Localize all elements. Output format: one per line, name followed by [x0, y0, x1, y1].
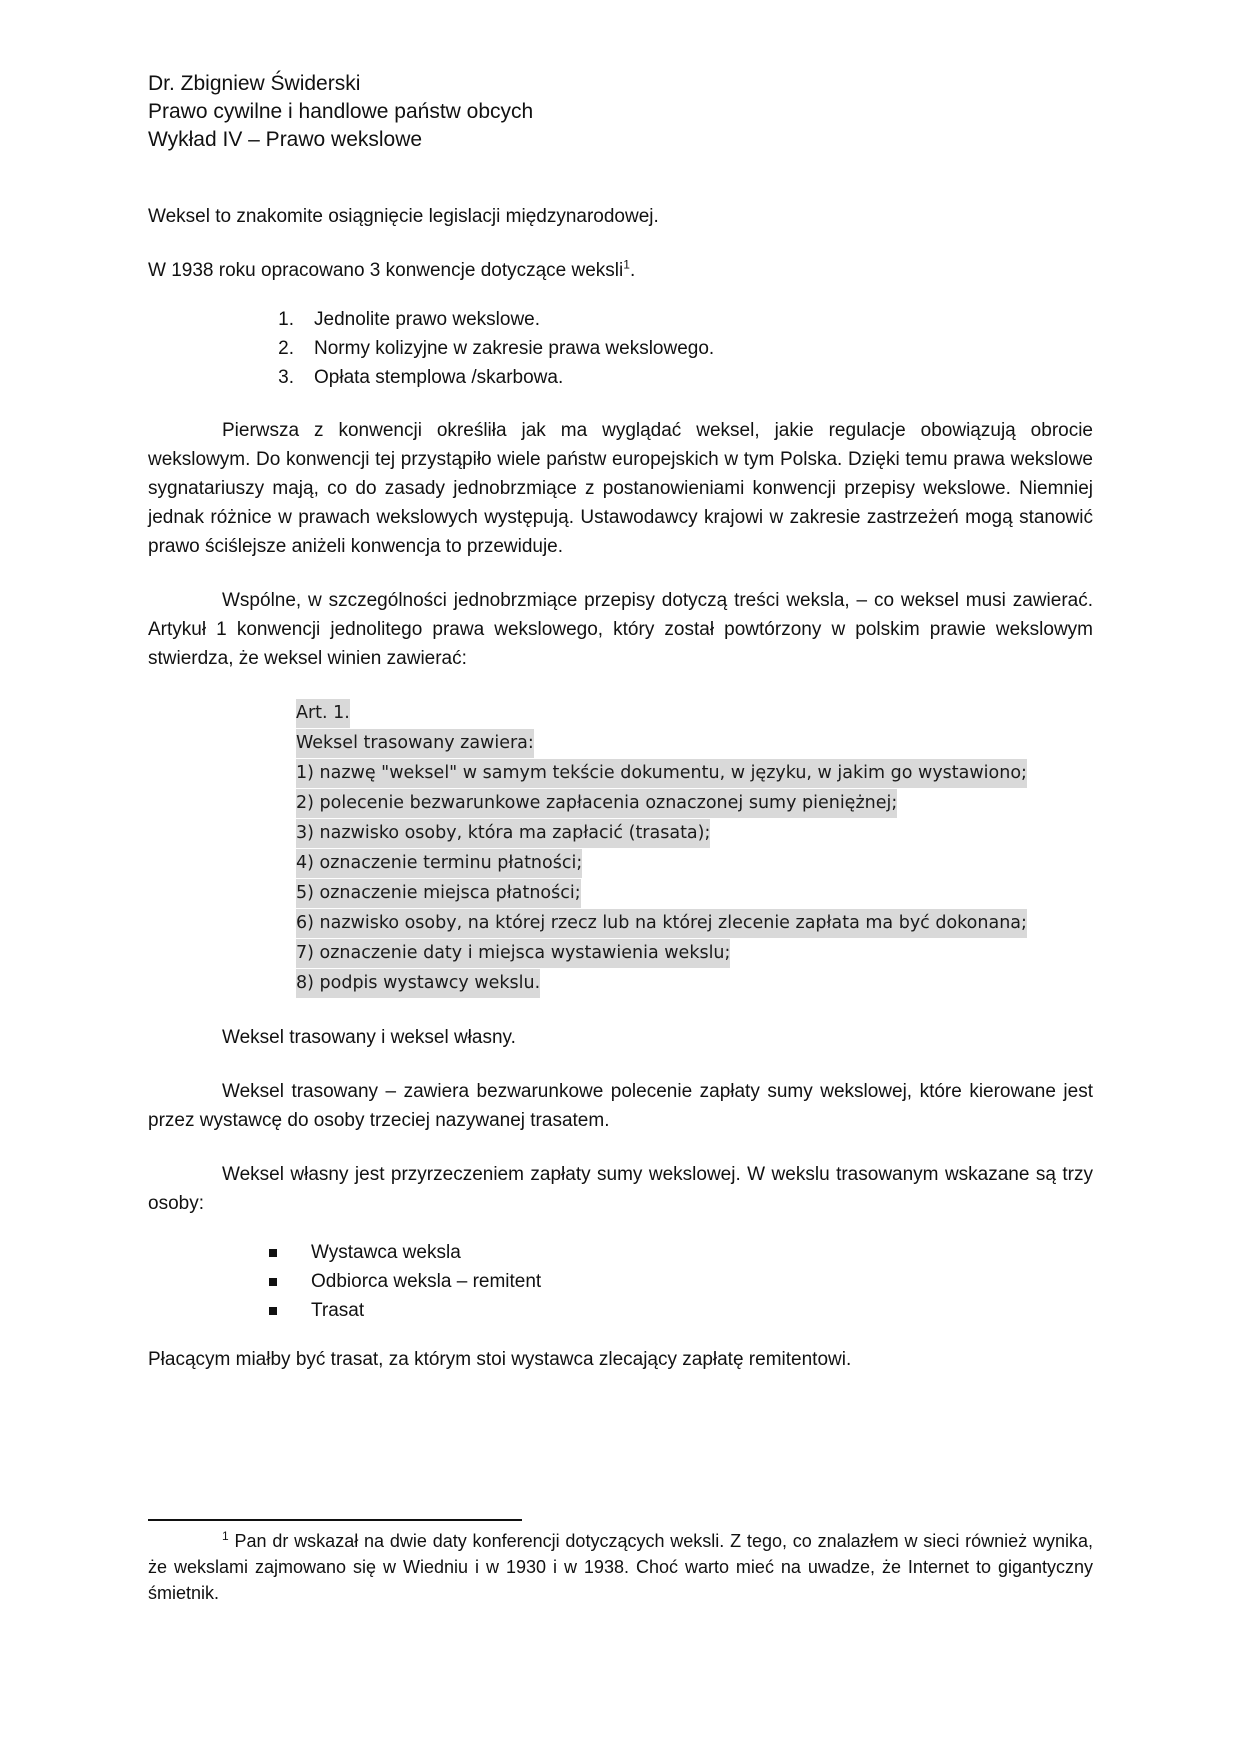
- document-page: [148, 70, 1093, 1374]
- footnote-divider: [148, 1519, 522, 1521]
- bullet-icon: [269, 1307, 277, 1315]
- lecture-title: Wykład IV – Prawo wekslowe: [148, 128, 423, 151]
- course-line: Prawo cywilne i handlowe państw obcych: [148, 100, 534, 123]
- paragraph-drawn-bill: Weksel trasowany – zawiera bezwarunkowe polecenie zapłaty sumy wekslowej, które kierowane jest przez wystawcę do osoby trzeciej nazywanej trasatem.: [148, 1081, 1093, 1131]
- author-line: Dr. Zbigniew Świderski: [148, 72, 361, 95]
- footnote-text: Pan dr wskazał na dwie daty konferencji dotyczących weksli. Z tego, co znalazłem w sieci również wynika, że wekslami zajmowano się w Wiedniu i w 1930 i w 1938. Choć warto mieć na uwadze, że Internet to gigantyczny śmietnik.: [148, 1531, 1093, 1603]
- article-item: 4) oznaczenie terminu płatności;: [296, 849, 582, 878]
- list-text: Opłata stemplowa /skarbowa.: [314, 367, 564, 388]
- list-text: Wystawca weksla: [311, 1242, 461, 1263]
- article-item: 2) polecenie bezwarunkowe zapłacenia oznaczonej sumy pieniężnej;: [296, 789, 897, 818]
- list-item: [148, 334, 1093, 363]
- paragraph-convention-history: Pierwsza z konwencji określiła jak ma wyglądać weksel, jakie regulacje obowiązują obrocie wekslowym. Do konwencji tej przystąpiło wiele państw europejskich w tym Polska. Dzięki temu prawa wekslowe sygnatariuszy mają, co do zasady jednobrzmiące z postanowieniami konwencji przepisy wekslowe. Niemniej jednak różnice w prawach wekslowych występują. Ustawodawcy krajowi w zakresie zastrzeżeń mogą stanowić prawo ściślejsze aniżeli konwencja to przewiduje.: [148, 420, 1093, 557]
- article-item: 6) nazwisko osoby, na której rzecz lub na której zlecenie zapłata ma być dokonana;: [296, 909, 1027, 938]
- conventions-paragraph: [148, 256, 1093, 285]
- list-item: [148, 1267, 1093, 1296]
- article-item: 8) podpis wystawcy wekslu.: [296, 969, 540, 998]
- list-text: Normy kolizyjne w zakresie prawa wekslowego.: [314, 338, 715, 359]
- list-number: 3.: [278, 367, 294, 388]
- list-item: [148, 1238, 1093, 1267]
- conventions-end: .: [629, 260, 636, 281]
- intro-paragraph: Weksel to znakomite osiągnięcie legislacji międzynarodowej.: [148, 206, 659, 227]
- closing-paragraph: Płacącym miałby być trasat, za którym stoi wystawca zlecający zapłatę remitentowi.: [148, 1349, 852, 1370]
- article-quote: [296, 698, 1093, 998]
- article-lead: Weksel trasowany zawiera:: [296, 729, 534, 758]
- bullet-icon: [269, 1278, 277, 1286]
- conventions-list: [148, 305, 1093, 392]
- footnote-reference[interactable]: 1: [623, 257, 630, 272]
- article-item: 5) oznaczenie miejsca płatności;: [296, 879, 581, 908]
- paragraph-common-rules: Wspólne, w szczególności jednobrzmiące przepisy dotyczą treści weksla, – co weksel musi zawierać. Artykuł 1 konwencji jednolitego prawa wekslowego, który został powtórzony w polskim prawie wekslowym stwierdza, że weksel winien zawierać:: [148, 590, 1093, 669]
- article-item: 1) nazwę "weksel" w samym tekście dokumentu, w języku, w jakim go wystawiono;: [296, 759, 1027, 788]
- list-number: 2.: [278, 338, 294, 359]
- footnote-mark: 1: [222, 1529, 229, 1543]
- list-item: [148, 363, 1093, 392]
- list-text: Jednolite prawo wekslowe.: [314, 309, 541, 330]
- persons-list: [148, 1238, 1093, 1325]
- list-item: [148, 1296, 1093, 1325]
- paragraph-promissory-note: Weksel własny jest przyrzeczeniem zapłaty sumy wekslowej. W wekslu trasowanym wskazane są trzy osoby:: [148, 1164, 1093, 1214]
- footnote: [148, 1528, 1093, 1606]
- list-text: Trasat: [311, 1300, 365, 1321]
- types-heading: Weksel trasowany i weksel własny.: [222, 1027, 516, 1048]
- list-item: [148, 305, 1093, 334]
- article-title: Art. 1.: [296, 699, 350, 728]
- article-item: 7) oznaczenie daty i miejsca wystawienia wekslu;: [296, 939, 730, 968]
- conventions-text: W 1938 roku opracowano 3 konwencje dotyczące weksli: [148, 260, 624, 281]
- article-item: 3) nazwisko osoby, która ma zapłacić (trasata);: [296, 819, 710, 848]
- list-number: 1.: [278, 309, 294, 330]
- list-text: Odbiorca weksla – remitent: [311, 1271, 542, 1292]
- bullet-icon: [269, 1249, 277, 1257]
